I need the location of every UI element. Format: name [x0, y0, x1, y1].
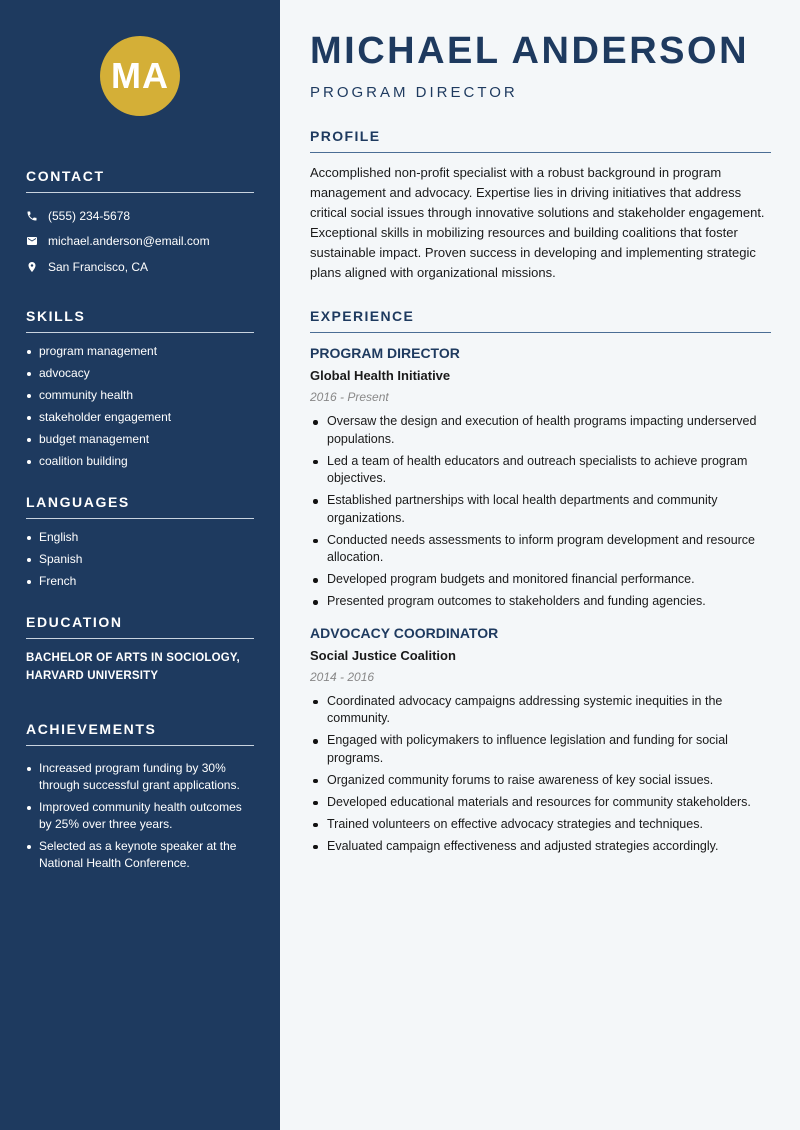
job-organization: Social Justice Coalition — [310, 647, 456, 663]
email-text: michael.anderson@email.com — [48, 234, 210, 249]
languages-section — [26, 494, 254, 590]
experience-section — [310, 308, 771, 860]
location-text: San Francisco, CA — [48, 259, 149, 274]
achievement-item: Selected as a keynote speaker at the National Health Conference. — [26, 838, 254, 872]
job-dates: 2016 - Present — [310, 390, 389, 404]
education-degree: BACHELOR OF ARTS IN SOCIOLOGY, — [26, 651, 240, 664]
skill-item: coalition building — [26, 453, 254, 470]
job-bullet: Conducted needs assessments to inform program development and resource allocation. — [310, 532, 771, 567]
job-entry — [310, 625, 771, 856]
job-bullet: Oversaw the design and execution of health programs impacting underserved populations. — [310, 413, 771, 448]
education-heading: EDUCATION — [26, 614, 254, 639]
job-title: ADVOCACY COORDINATOR — [310, 624, 499, 641]
skill-item: advocacy — [26, 365, 254, 382]
job-bullet: Trained volunteers on effective advocacy strategies and techniques. — [310, 816, 771, 834]
job-bullet: Evaluated campaign effectiveness and adjusted strategies accordingly. — [310, 838, 771, 856]
skills-section — [26, 308, 254, 470]
email-icon — [26, 235, 38, 247]
contact-heading: CONTACT — [26, 168, 254, 193]
job-bullet: Coordinated advocacy campaigns addressing systemic inequities in the community. — [310, 693, 771, 728]
skill-item: program management — [26, 343, 254, 360]
avatar: MA — [100, 36, 180, 116]
candidate-name: MICHAEL ANDERSON — [310, 30, 750, 72]
profile-heading: PROFILE — [310, 128, 771, 153]
phone-icon — [26, 210, 38, 222]
language-item: Spanish — [26, 551, 254, 568]
job-bullet: Developed educational materials and resources for community stakeholders. — [310, 794, 771, 812]
contact-email[interactable] — [26, 229, 254, 255]
job-bullet: Developed program budgets and monitored financial performance. — [310, 571, 771, 589]
achievements-heading: ACHIEVEMENTS — [26, 721, 254, 746]
achievement-item: Improved community health outcomes by 25% over three years. — [26, 799, 254, 833]
job-bullet: Established partnerships with local health departments and community organizations. — [310, 492, 771, 527]
languages-heading: LANGUAGES — [26, 494, 254, 519]
skill-item: stakeholder engagement — [26, 409, 254, 426]
contact-section — [26, 168, 254, 280]
job-dates: 2014 - 2016 — [310, 669, 375, 684]
job-bullet: Presented program outcomes to stakeholders and funding agencies. — [310, 593, 771, 611]
phone-text: (555) 234-5678 — [48, 208, 131, 223]
experience-heading: EXPERIENCE — [310, 308, 771, 333]
education-section — [26, 614, 254, 685]
location-pin-icon — [26, 261, 38, 273]
languages-list — [26, 529, 254, 590]
job-bullet: Organized community forums to raise awareness of key social issues. — [310, 772, 771, 790]
profile-section — [310, 128, 771, 283]
contact-phone[interactable] — [26, 203, 254, 229]
skills-list — [26, 343, 254, 470]
job-bullet: Engaged with policymakers to influence legislation and funding for social programs. — [310, 732, 771, 767]
achievements-list — [26, 760, 254, 872]
achievements-section — [26, 721, 254, 872]
job-bullet: Led a team of health educators and outreach specialists to achieve program objectives. — [310, 453, 771, 488]
skills-heading: SKILLS — [26, 308, 254, 333]
language-item: French — [26, 573, 254, 590]
skill-item: budget management — [26, 431, 254, 448]
sidebar — [0, 0, 280, 1130]
profile-text: Accomplished non-profit specialist with a robust background in program management and advocacy. Expertise lies in driving initiatives that address critical social issues through innovative solutions and stakeholder engagement. Exceptional skills in mobilizing resources and building coalitions that foster sustainable impact. Proven success in developing and implementing strategic plans aligned with organizational missions. — [310, 165, 765, 280]
job-entry — [310, 345, 771, 611]
contact-location — [26, 254, 254, 280]
skill-item: community health — [26, 387, 254, 404]
education-school: HARVARD UNIVERSITY — [26, 669, 159, 682]
achievement-item: Increased program funding by 30% through successful grant applications. — [26, 760, 254, 794]
job-bullets — [310, 693, 771, 856]
job-title: PROGRAM DIRECTOR — [310, 345, 460, 361]
candidate-role: PROGRAM DIRECTOR — [310, 84, 518, 101]
language-item: English — [26, 529, 254, 546]
job-organization: Global Health Initiative — [310, 368, 451, 383]
job-bullets — [310, 413, 771, 611]
